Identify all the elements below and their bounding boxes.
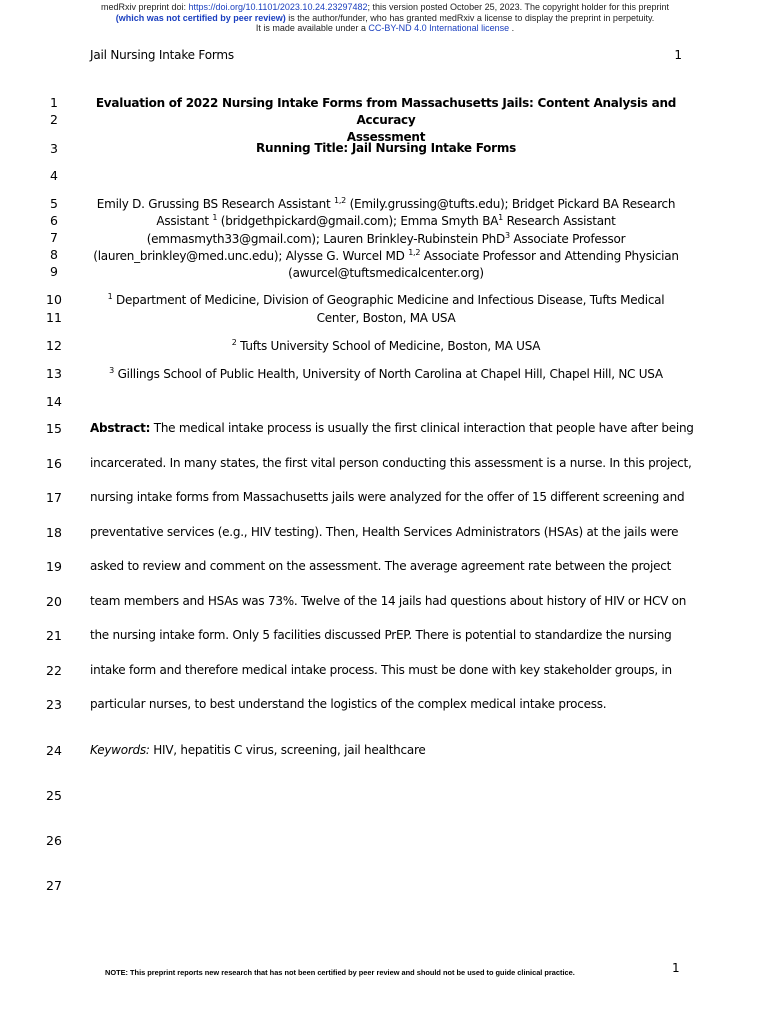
affiliation-2: $^2$ Tufts University School of Medicine, Boston, MA USA — [231, 338, 541, 353]
header-page-number: 1 — [674, 48, 682, 62]
abstract-line: Abstract: The medical intake process is usually the first clinical interaction that people have after being — [90, 421, 694, 435]
line-number: 23 — [46, 697, 62, 712]
line-number: 26 — [46, 833, 62, 848]
affiliation-1: $^1$ Department of Medicine, Division of Geographic Medicine and Infectious Disease, Tufts Medical Center, Boston, MA USA — [107, 292, 665, 325]
abstract-line: particular nurses, to best understand the logistics of the complex medical intake process. — [90, 697, 607, 711]
paper-title-line: Evaluation of 2022 Nursing Intake Forms from Massachusetts Jails: Content Analysis and Accuracy — [95, 96, 677, 127]
doi-link[interactable]: https://doi.org/10.1101/2023.10.24.23297482 — [188, 2, 368, 12]
paper-title — [88, 95, 684, 146]
line-number: 19 — [46, 559, 62, 574]
line-number: 11 — [46, 310, 62, 325]
abstract-label: Abstract: — [90, 421, 151, 435]
banner-text: is the author/funder, who has granted medRxiv a license to display the preprint in perpetuity. — [285, 12, 655, 23]
abstract-line: preventative services (e.g., HIV testing). Then, Health Services Administrators (HSAs) at the jails were — [90, 525, 679, 539]
author-list — [88, 196, 684, 282]
line-number: 18 — [46, 525, 62, 540]
line-number: 10 — [46, 292, 62, 307]
author-line: (awurcel@tuftsmedicalcenter.org) — [288, 266, 484, 281]
banner-line-3 — [0, 23, 770, 34]
line-number: 25 — [46, 788, 62, 803]
banner-text: It is made available under a — [255, 23, 369, 33]
abstract-line: intake form and therefore medical intake process. This must be done with key stakeholder groups, in — [90, 663, 672, 677]
line-number: 27 — [46, 878, 62, 893]
banner-text: ; this version posted October 25, 2023. The copyright holder for this preprint — [367, 2, 670, 12]
line-number: 1 — [50, 95, 58, 110]
line-number: 17 — [46, 490, 62, 505]
line-number: 15 — [46, 421, 62, 436]
line-number: 4 — [50, 168, 58, 183]
abstract-line: incarcerated. In many states, the first vital person conducting this assessment is a nurse. In this project, — [90, 456, 692, 470]
line-number: 9 — [50, 264, 58, 279]
banner-line-2 — [0, 13, 770, 24]
banner-text: medRxiv preprint doi: — [100, 2, 189, 12]
author-line: (lauren_brinkley@med.unc.edu); Alysse G. Wurcel MD $^{1,2}$ Associate Professor and Attending Physician — [93, 247, 679, 263]
line-number: 16 — [46, 456, 62, 471]
line-number: 20 — [46, 594, 62, 609]
line-number: 6 — [50, 213, 58, 228]
preprint-note: NOTE: This preprint reports new research that has not been certified by peer review and should not be used to guide clinical practice. — [105, 968, 575, 977]
line-number: 7 — [50, 230, 58, 245]
preprint-banner — [0, 2, 770, 34]
banner-text: . — [509, 23, 515, 33]
abstract-line: team members and HSAs was 73%. Twelve of the 14 jails had questions about history of HIV or HCV on — [90, 594, 687, 608]
line-number: 14 — [46, 394, 62, 409]
keywords-label: Keywords: — [90, 743, 150, 757]
footer-page-number: 1 — [672, 961, 680, 975]
banner-line-1 — [0, 2, 770, 13]
line-number: 24 — [46, 743, 62, 758]
affiliation-3: $^3$ Gillings School of Public Health, University of North Carolina at Chapel Hill, Chapel Hill, NC USA — [109, 366, 663, 381]
paper-title-line: Assessment — [346, 130, 426, 144]
peer-review-notice: (which was not certified by peer review) — [115, 12, 286, 23]
running-header-title: Jail Nursing Intake Forms — [90, 48, 234, 62]
author-line: (emmasmyth33@gmail.com); Lauren Brinkley-Rubinstein PhD$^3$ Associate Professor — [146, 230, 626, 246]
line-number: 12 — [46, 338, 62, 353]
line-number: 3 — [50, 141, 58, 156]
author-line: Emily D. Grussing BS Research Assistant $^{1,2}$ (Emily.grussing@tufts.edu); Bridget Pickard BA Research — [96, 196, 676, 211]
line-number: 8 — [50, 247, 58, 262]
abstract-line: the nursing intake form. Only 5 facilities discussed PrEP. There is potential to standardize the nursing — [90, 628, 672, 642]
line-number: 2 — [50, 112, 58, 127]
author-line: Assistant $^1$ (bridgethpickard@gmail.com); Emma Smyth $BA^1$ Research Assistant — [156, 213, 616, 229]
line-number: 21 — [46, 628, 62, 643]
license-link[interactable]: CC-BY-ND 4.0 International license — [368, 23, 510, 33]
running-title-line: Running Title: Jail Nursing Intake Forms — [256, 141, 516, 155]
keywords-line: Keywords: HIV, hepatitis C virus, screening, jail healthcare — [90, 743, 426, 757]
line-number: 5 — [50, 196, 58, 211]
line-number: 22 — [46, 663, 62, 678]
abstract-line: asked to review and comment on the assessment. The average agreement rate between the project — [90, 559, 672, 573]
line-number: 13 — [46, 366, 62, 381]
abstract-line: nursing intake forms from Massachusetts jails were analyzed for the offer of 15 different screening and — [90, 490, 685, 504]
